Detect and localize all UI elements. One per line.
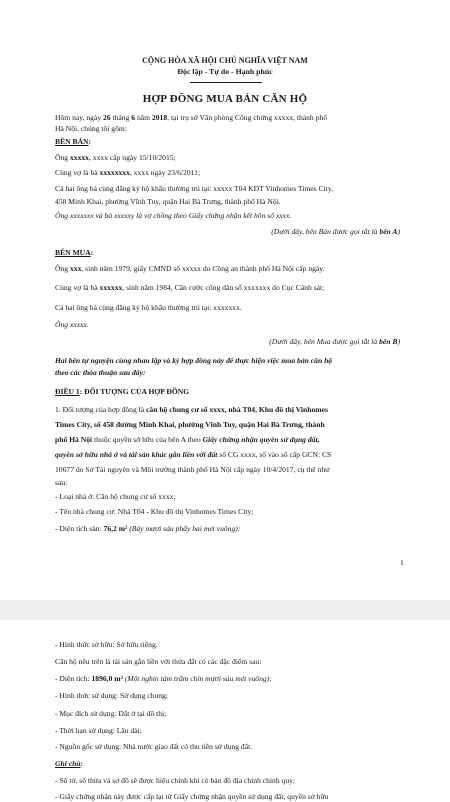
article-1-heading: ĐIỀU 1: ĐỐI TƯỢNG CỦA HỢP ĐỒNG xyxy=(55,387,190,396)
page-gap xyxy=(0,600,450,620)
note-line-1: - Số tờ, số thửa và sơ đồ sẽ được hiệu chỉnh khi có bản đồ địa chính chính quy; xyxy=(55,776,296,785)
article-1-line-6: sau: xyxy=(55,478,68,487)
article-1-item-1: - Loại nhà ở: Căn hộ chung cư số xxxx; xyxy=(55,492,176,501)
agreement-line-1: Hai bên tự nguyện cùng nhau lập và ký hợp đồng này để thực hiện việc mua bán căn hộ xyxy=(55,356,333,365)
page2-item-4: - Hình thức sử dụng: Sử dụng chung; xyxy=(55,691,168,700)
article-1-line-1: 1. Đối tượng của hợp đồng là căn hộ chung cư số xxxx, nhà T04, Khu đô thị Vinhomes xyxy=(55,405,328,414)
seller-line-1: Ông xxxxx, xxxx cấp ngày 15/10/2015; xyxy=(55,153,176,162)
buyer-heading: BÊN MUA: xyxy=(55,248,94,257)
article-1-line-3: phố Hà Nội thuộc quyền sở hữu của bên A theo Giấy chứng nhận quyền sử dụng đất, xyxy=(55,435,320,444)
page2-item-7: - Nguồn gốc sử dụng: Nhà nước giao đất có thu tiền sử dụng đất. xyxy=(55,742,253,751)
document-page-2 xyxy=(0,620,450,800)
motto-header: Độc lập - Tự do - Hạnh phúc xyxy=(177,67,273,76)
contract-title: HỢP ĐỒNG MUA BÁN CĂN HỘ xyxy=(142,93,308,105)
article-1-item-2: - Tên nhà chung cư: Nhà T04 - Khu đô thị Vinhomes Times City; xyxy=(55,507,254,516)
article-1-line-4: quyền sở hữu nhà ở và tài sản khác gắn liền với đất số CG xxxx, số vào sổ cấp GCN: CS xyxy=(55,450,332,459)
buyer-note: (Dưới đây, bên Mua được gọi tắt là bên B) xyxy=(269,337,400,346)
article-1-item-3: - Diện tích sàn: 76,2 m² (Bảy mươi sáu phẩy hai mét vuông); xyxy=(55,524,241,533)
intro-line-1: Hôm nay, ngày 26 tháng 6 năm 2018, tại trụ sở Văn phòng Công chứng xxxxx, thành phố xyxy=(55,113,327,122)
page2-item-6: - Thời hạn sử dụng: Lâu dài; xyxy=(55,726,142,735)
seller-note: (Dưới đây, bên Bán được gọi tắt là bên A) xyxy=(271,227,400,236)
buyer-line-3: Cả hai ông bà cùng đăng ký hộ khẩu thường trú tại: xxxxxxx. xyxy=(55,303,242,312)
country-header: CỘNG HÒA XÃ HỘI CHỦ NGHĨA VIỆT NAM xyxy=(142,56,308,65)
buyer-line-4: Ông xxxxx. xyxy=(55,320,89,329)
seller-line-3: Cả hai ông bà cùng đăng ký hộ khẩu thường trú tại: xxxxx T04 KĐT Vinhomes Times City, xyxy=(55,184,334,193)
seller-line-5: Ông xxxxxxx và bà xxxxxy là vợ chồng theo Giấy chứng nhận kết hôn số xxxx. xyxy=(55,211,292,220)
note-line-2: - Giấy chứng nhận này được cấp lại từ Giấy chứng nhận quyền sử dụng đất, quyền sở hữu xyxy=(55,792,329,801)
seller-heading: BÊN BÁN: xyxy=(55,137,92,146)
article-1-line-5: 10677 do Sở Tài nguyên và Môi trường thành phố Hà Nội cấp ngày 10/4/2017, cụ thể như xyxy=(55,465,330,474)
seller-line-4: 458 Minh Khai, phường Vĩnh Tuy, quận Hai Bà Trưng, thành phố Hà Nội. xyxy=(55,197,281,206)
note-heading: Ghi chú: xyxy=(55,759,84,768)
seller-line-2: Cùng vợ là bà xxxxxxxx, xxxx ngày 23/6/2011; xyxy=(55,168,201,177)
agreement-line-2: theo các thỏa thuận sau đây: xyxy=(55,368,146,377)
intro-line-2: Hà Nội, chúng tôi gồm: xyxy=(55,124,127,133)
page2-item-1: - Hình thức sở hữu: Sở hữu riêng. xyxy=(55,640,158,649)
page2-line-2: Căn hộ nêu trên là tài sản gắn liền với thửa đất có các đặc điểm sau: xyxy=(55,657,262,666)
page2-item-3: - Diện tích: 1896,0 m² (Một nghìn tám trăm chín mươi sáu mét vuông); xyxy=(55,674,272,683)
page-number: 1 xyxy=(400,558,404,567)
page2-item-5: - Mục đích sử dụng: Đất ở tại đô thị; xyxy=(55,709,167,718)
header-underline xyxy=(190,82,262,83)
article-1-line-2: Times City, số 458 đường Minh Khai, phường Vĩnh Tuy, quận Hai Bà Trưng, thành xyxy=(55,420,325,429)
buyer-line-2: Cùng vợ là bà xxxxxx, sinh năm 1984, Căn cước công dân số xxxxxxx do Cục Cảnh sát; xyxy=(55,283,325,292)
buyer-line-1: Ông xxx, sinh năm 1979, giấy CMND số xxxxx do Công an thành phố Hà Nội cấp ngày. xyxy=(55,264,325,273)
